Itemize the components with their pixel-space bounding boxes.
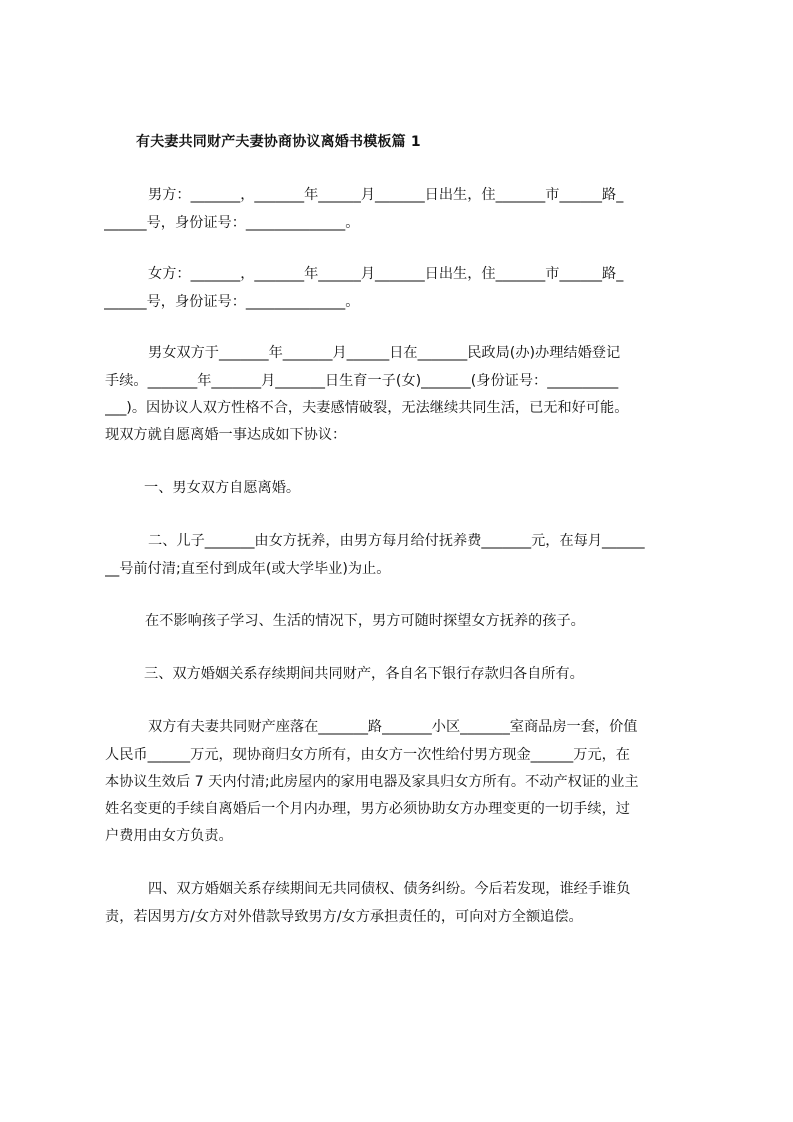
document-title: 有夫妻共同财产夫妻协商协议离婚书模板篇 1: [136, 134, 421, 150]
paragraph-line: ___)。因协议人双方性格不合，夫妻感情破裂，无法继续共同生活，已无和好可能。: [105, 400, 629, 416]
paragraph-line: ______号，身份证号：______________。: [104, 215, 360, 231]
paragraph-line: ______号，身份证号：______________。: [104, 294, 360, 310]
paragraph-line: 男方：_______，_______年______月_______日出生，住_______市______路_: [148, 187, 624, 203]
paragraph-line: 责，若因男方/女方对外借款导致男方/女方承担责任的，可向对方全额追偿。: [105, 909, 583, 925]
paragraph-line: 三、双方婚姻关系存续期间共同财产，各自名下银行存款归各自所有。: [144, 666, 584, 682]
paragraph-line: 女方：_______，_______年______月_______日出生，住_______市______路_: [148, 266, 624, 282]
paragraph-line: 手续。_______年_______月_______日生育一子(女)_______(身份证号：__________: [105, 373, 619, 389]
paragraph-line: 姓名变更的手续自离婚后一个月内办理，男方必须协助女方办理变更的一切手续，过: [105, 801, 630, 817]
paragraph-line: 一、男女双方自愿离婚。: [144, 480, 301, 496]
paragraph-line: 男女双方于_______年_______月______日在_______民政局(办)办理结婚登记: [148, 345, 621, 361]
paragraph-line: __号前付清;直至付到成年(或大学毕业)为止。: [105, 561, 391, 577]
paragraph-line: 人民币______万元，现协商归女方所有，由女方一次性给付男方现金______万元，在: [105, 747, 630, 763]
paragraph-line: 本协议生效后 7 天内付清;此房屋内的家用电器及家具归女方所有。不动产权证的业主: [105, 774, 639, 790]
paragraph-line: 户费用由女方负责。: [105, 828, 233, 844]
paragraph-line: 四、双方婚姻关系存续期间无共同债权、债务纠纷。今后若发现，谁经手谁负: [148, 881, 631, 897]
paragraph-line: 二、儿子_______由女方抚养，由男方每月给付抚养费_______元，在每月______: [148, 533, 645, 549]
paragraph-line: 在不影响孩子学习、生活的情况下，男方可随时探望女方抚养的孩子。: [145, 613, 585, 629]
paragraph-line: 双方有夫妻共同财产座落在_______路_______小区_______室商品房一套，价值: [148, 719, 638, 735]
paragraph-line: 现双方就自愿离婚一事达成如下协议：: [105, 427, 347, 443]
